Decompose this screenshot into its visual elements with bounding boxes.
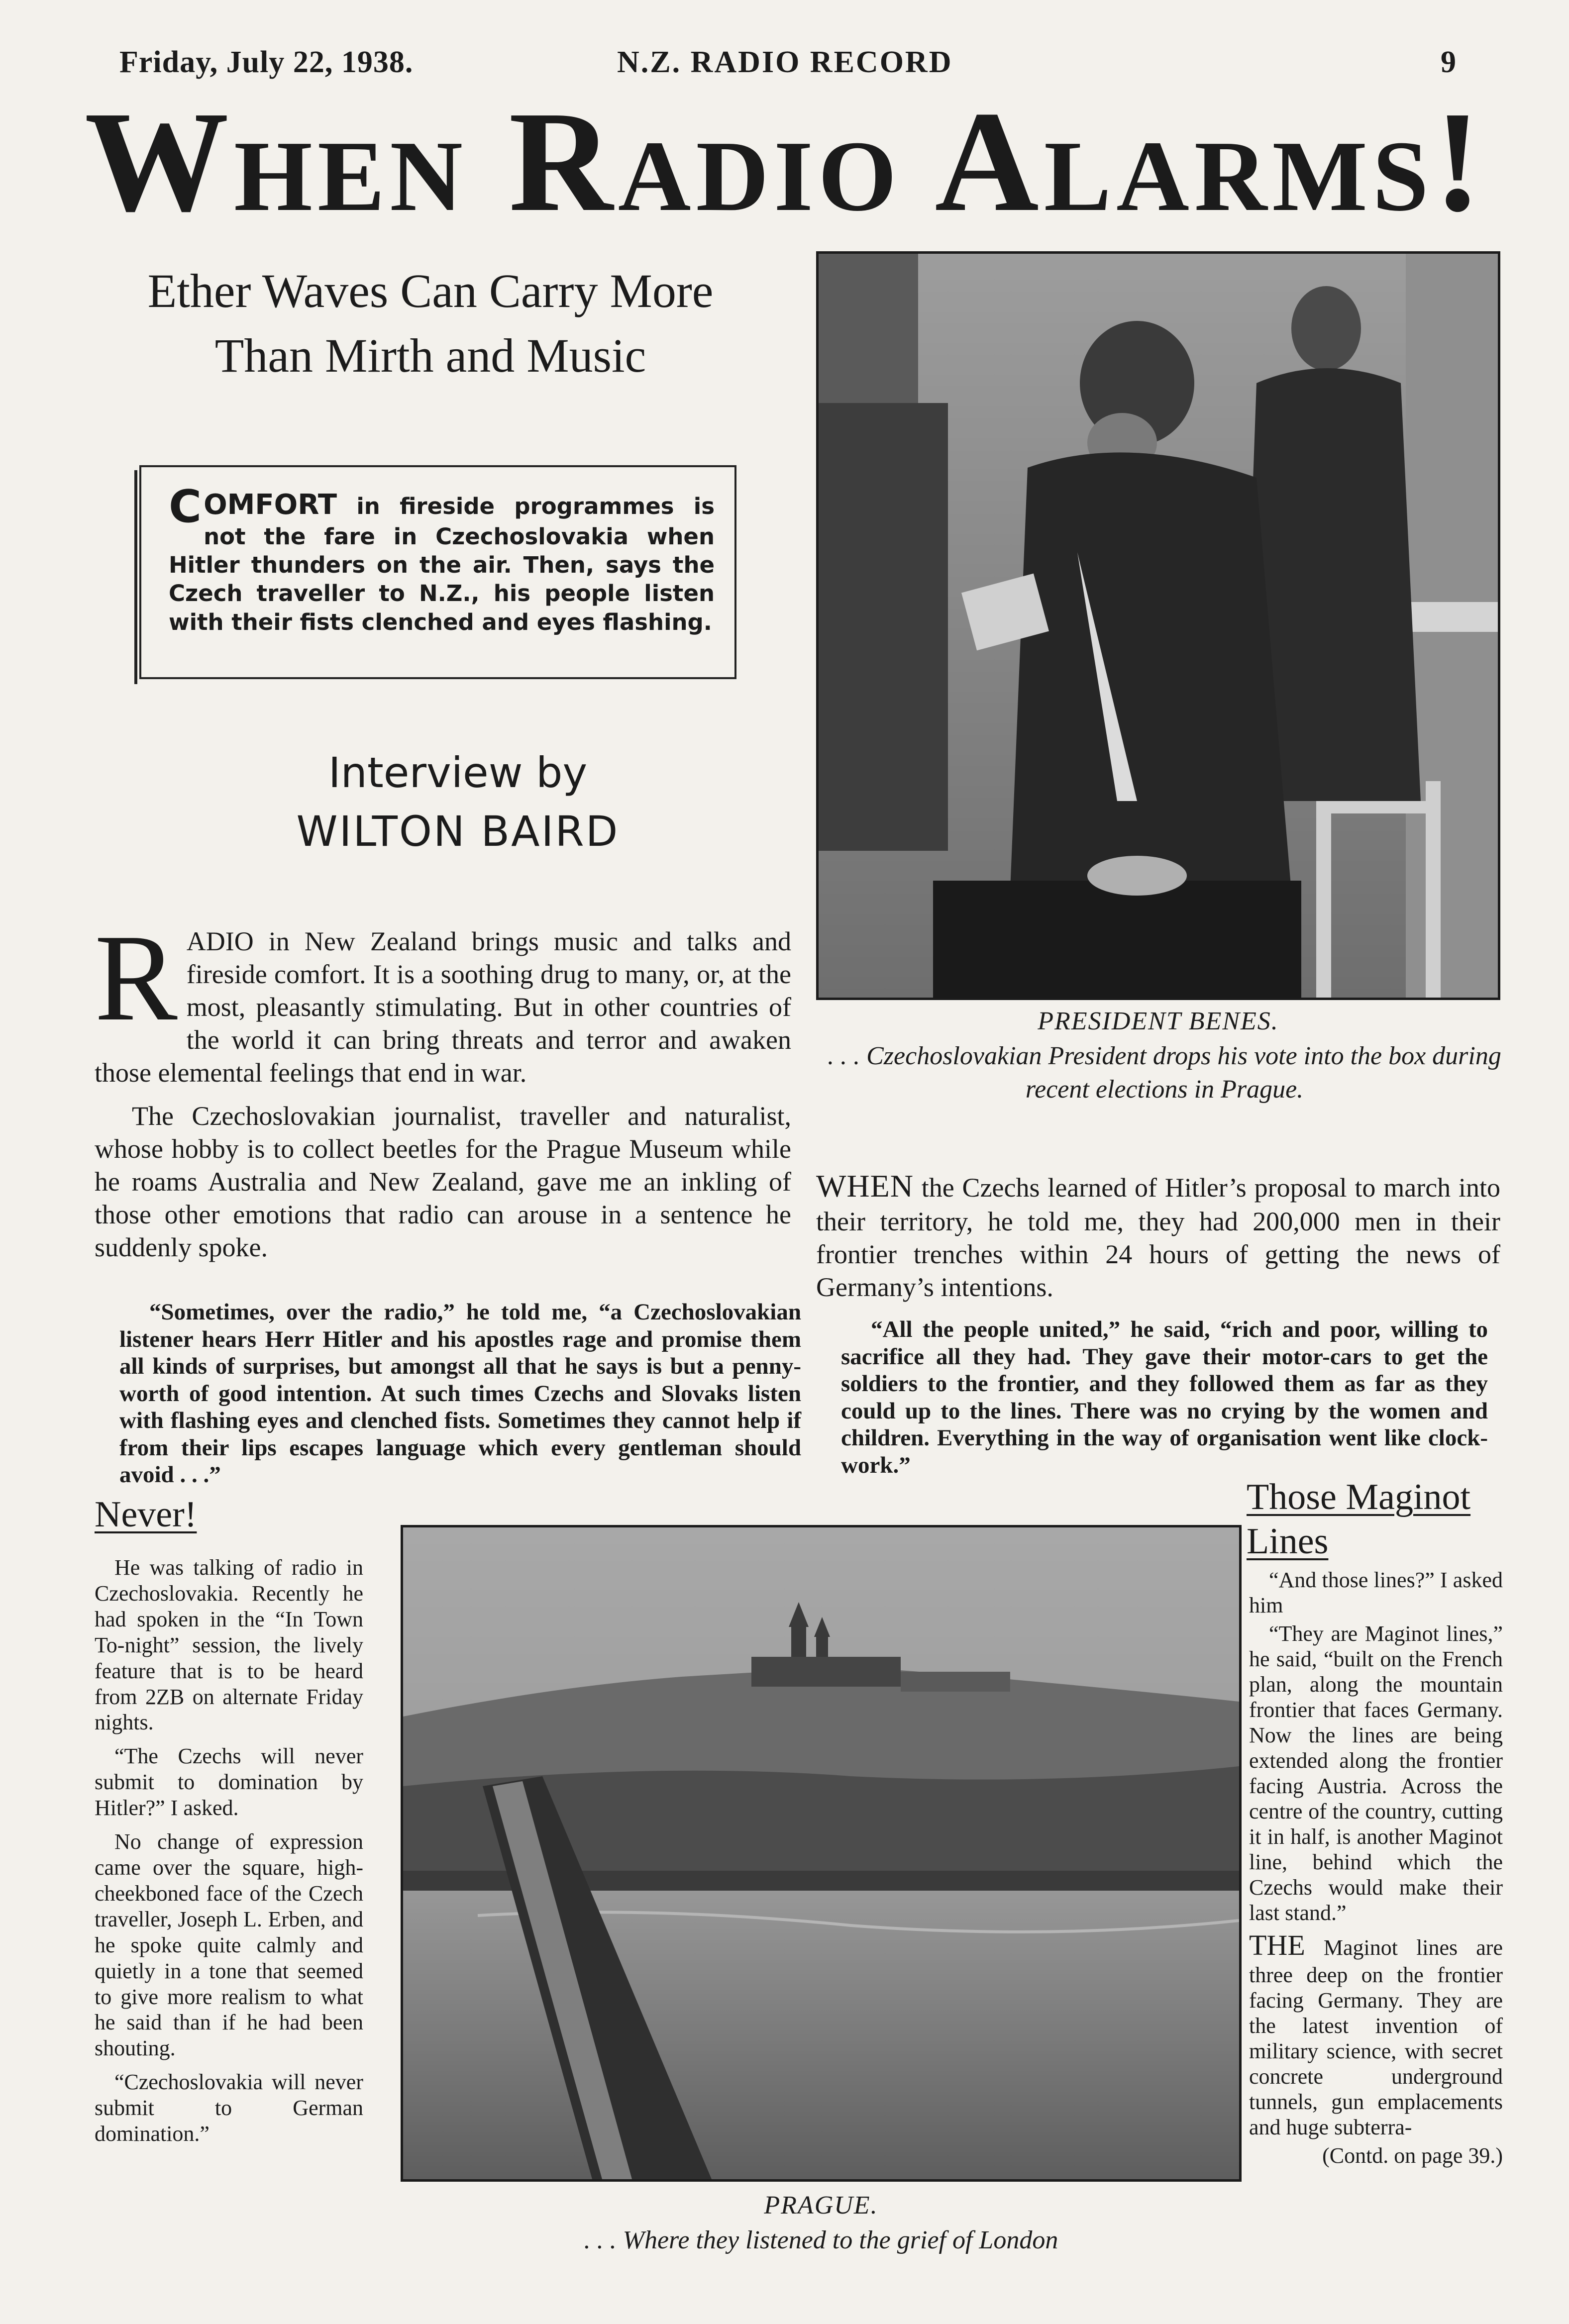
issue-date: Friday, July 22, 1938. bbox=[119, 45, 414, 79]
pull-quote-united: “All the people united,” he said, “rich and poor, willing to sacrifice all they had. They gave their motor-cars to get the soldiers to the frontier, and they followed them as far as they could up to the lines. There was no crying by the women and children. Everything in the way of organisation went like clock-work.” bbox=[841, 1316, 1488, 1478]
prague-caption: . . . Where they listened to the grief of London bbox=[584, 2226, 1058, 2254]
blurb-text: in fireside programmes is not the fare in Czechoslovakia when Hitler thunders on the air. Then, says the Czech traveller to N.Z., his people listen with their fists clenched and eyes flashing. bbox=[169, 493, 715, 635]
blurb-first-word: OMFORT bbox=[204, 489, 337, 521]
never-paragraph: He was talking of radio in Czechoslovakia. Recently he had spoken in the “In Town To-night” session, the lively feature that is to be heard from 2ZB on alternate Friday nights. bbox=[95, 1555, 363, 1735]
blurb-accent-bar bbox=[134, 470, 137, 684]
article-intro bbox=[95, 909, 791, 1275]
article-right-column bbox=[816, 1167, 1500, 1315]
never-paragraph: No change of expression came over the square, high-cheekboned face of the Czech traveller, Joseph L. Erben, and he spoke quite calmly and quietly in a tone that seemed to give more realism to what he said than if he had been shouting. bbox=[95, 1829, 363, 2061]
byline bbox=[234, 744, 682, 861]
prague-caption-title: PRAGUE. bbox=[764, 2191, 878, 2220]
publication-name: N.Z. RADIO RECORD bbox=[617, 45, 953, 79]
prague-photo bbox=[401, 1525, 1242, 2182]
never-paragraph: “The Czechs will never submit to domination by Hitler?” I asked. bbox=[95, 1744, 363, 1820]
article-paragraph-2: The Czechoslovakian journalist, traveller and naturalist, whose hobby is to collect beetles for the Prague Museum while he roams Australia and New Zealand, gave me an inkling of those other emotions that radio can arouse in a sentence he suddenly spoke. bbox=[95, 1101, 791, 1262]
section-heading-maginot: Those Maginot Lines bbox=[1247, 1477, 1471, 1562]
article-paragraph-3: WHEN the Czechs learned of Hitler’s proposal to march into their territory, he told me, they had 200,000 men in their frontier trenches within 24 hours of getting the news of Germany’s intentions. bbox=[816, 1168, 1501, 1302]
blurb-box bbox=[139, 465, 736, 679]
never-paragraph: “Czechoslovakia will never submit to German domination.” bbox=[95, 2070, 363, 2146]
subheadline-line-2: Than Mirth and Music bbox=[214, 328, 646, 382]
page-number: 9 bbox=[1441, 45, 1457, 79]
maginot-paragraph-1: “And those lines?” I asked him bbox=[1249, 1568, 1503, 1618]
continued-notice: (Contd. on page 39.) bbox=[1322, 2143, 1503, 2168]
headline: When Radio Alarms! bbox=[85, 82, 1487, 241]
subheadline bbox=[80, 259, 781, 388]
maginot-column-text bbox=[1249, 1567, 1503, 2171]
blurb-initial: C bbox=[169, 481, 202, 533]
maginot-paragraph-2: “They are Maginot lines,” he said, “built on the French plan, along the mountain frontier that faces Germany. Now the lines are being extended along the frontier facing Austria. Across the centre of the country, cutting it in half, is another Maginot line, behind which the Czechs would make their last stand.” bbox=[1249, 1621, 1503, 1925]
section-heading-never: Never! bbox=[95, 1494, 197, 1535]
maginot-paragraph-3: THE Maginot lines are three deep on the frontier facing Germany. They are the latest invention of military science, with secret concrete underground tunnels, gun emplacements and huge subterra- bbox=[1249, 1929, 1503, 2139]
pull-quote-hitler: “Sometimes, over the radio,” he told me, “a Czechoslovakian listener hears Herr Hitler and his apostles rage and promise them all kinds of surprises, but amongst all that he says is but a penny-worth of good intention. At such times Czechs and Slovaks listen with flashing eyes and clenched fists. Sometimes they cannot help if from their lips escapes language which every gentleman should avoid . . .” bbox=[119, 1299, 801, 1488]
president-benes-photo bbox=[816, 251, 1500, 1000]
byline-label: Interview by bbox=[328, 748, 588, 797]
prague-photo-illustration bbox=[403, 1527, 1239, 2179]
benes-caption-title: PRESIDENT BENES. bbox=[1038, 1007, 1279, 1035]
byline-author: WILTON BAIRD bbox=[296, 807, 620, 856]
drop-cap: R bbox=[95, 909, 178, 1047]
never-column-text bbox=[95, 1555, 363, 2155]
subheadline-line-1: Ether Waves Can Carry More bbox=[147, 264, 714, 317]
article-paragraph-1: RADIO in New Zealand brings music and talks and fireside comfort. It is a soothing drug to many, or, at the most, pleasantly stimulating. But in other countries of the world it can bring threats and terror and awaken those elemental feelings that end in war. bbox=[95, 909, 791, 1088]
benes-photo-illustration bbox=[819, 254, 1498, 998]
benes-caption: . . . Czechoslovakian President drops his vote into the box during recent elections in Prague. bbox=[828, 1042, 1501, 1104]
